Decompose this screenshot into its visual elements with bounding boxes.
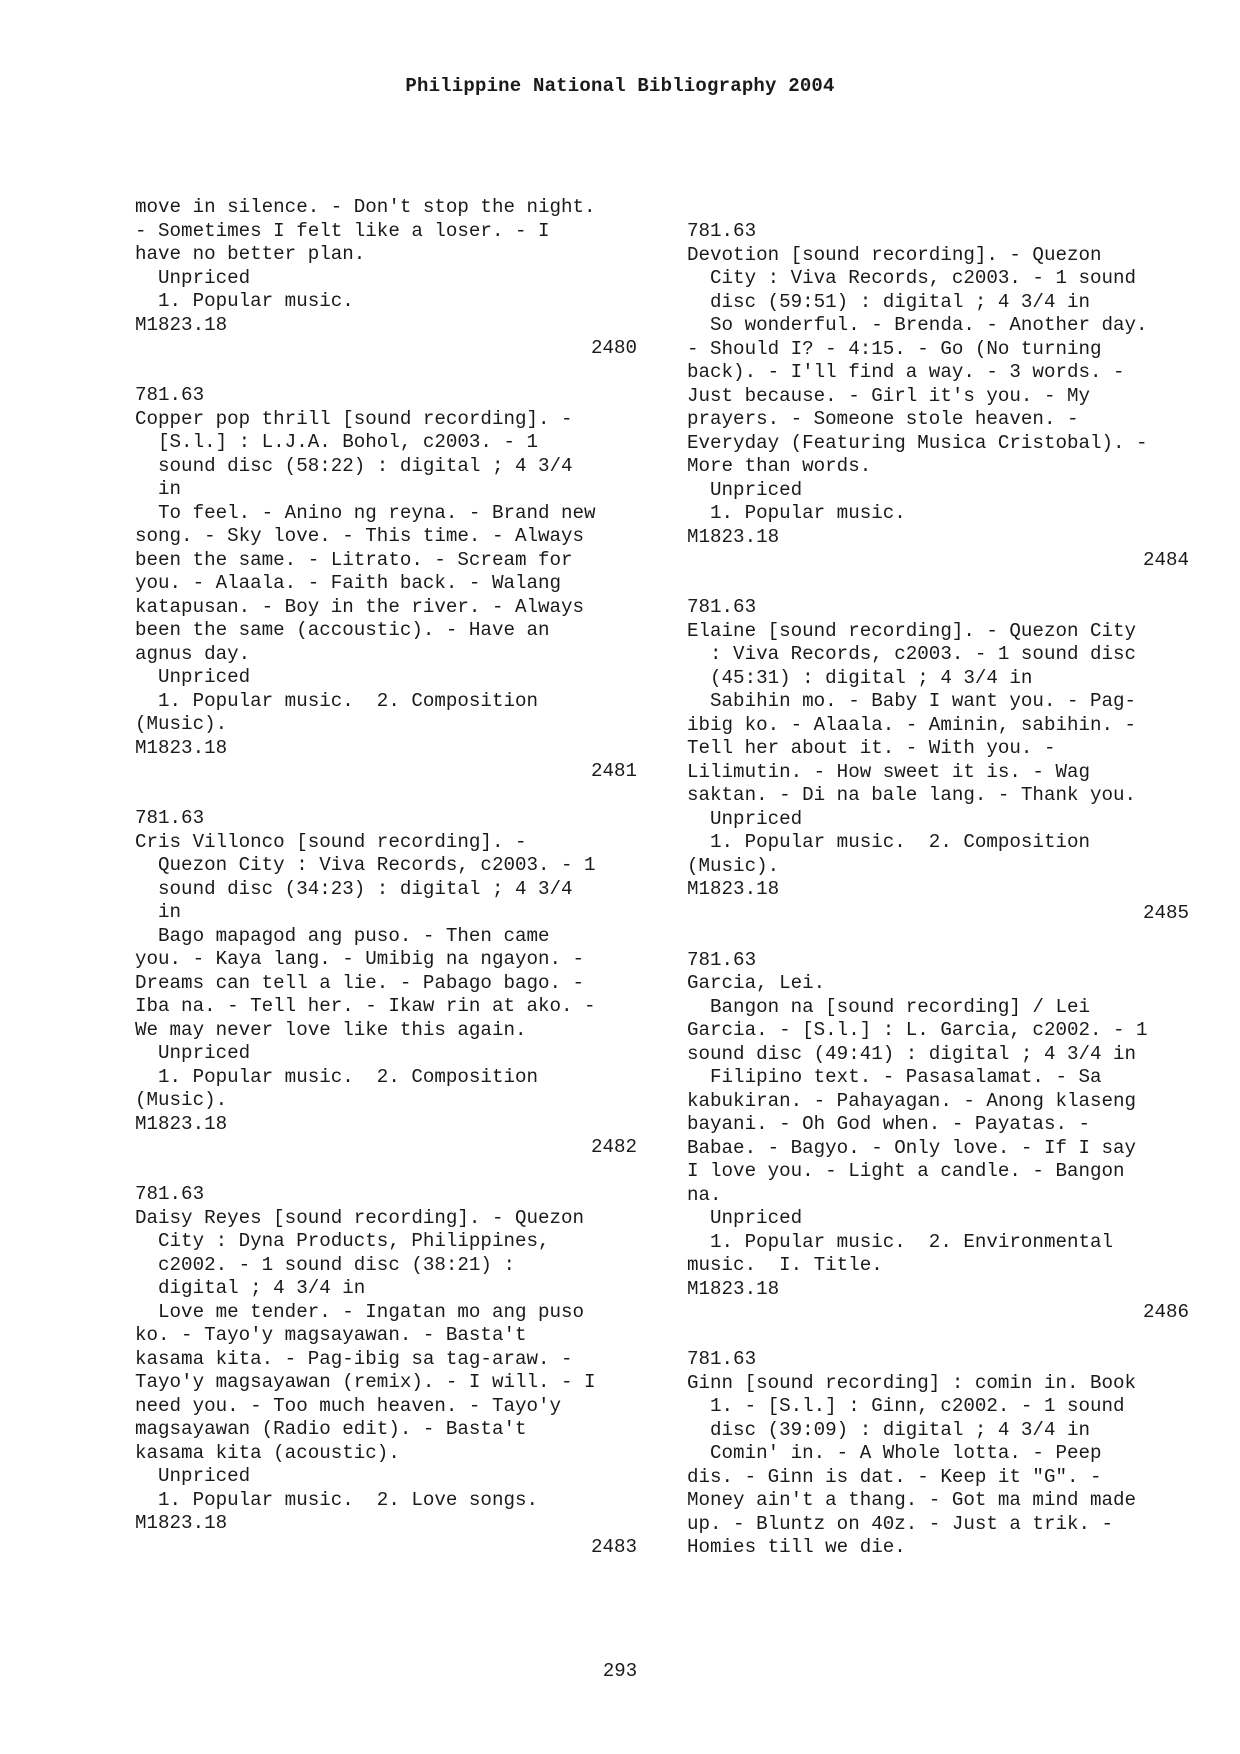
- entry-line: Unpriced: [135, 1042, 251, 1064]
- entry-line: sound disc (34:23) : digital ; 4 3/4: [135, 877, 573, 900]
- entry-line: M1823.18: [135, 313, 228, 336]
- entry-number: 2484: [1142, 549, 1189, 571]
- entry-number: 2485: [1142, 901, 1189, 924]
- entry-line: Money ain't a thang. - Got ma mind made: [687, 1489, 1137, 1511]
- entry-line: (45:31) : digital ; 4 3/4 in: [687, 666, 1033, 689]
- entry-line: 781.63: [135, 384, 205, 406]
- entry-line: Cris Villonco [sound recording]. -: [135, 830, 527, 853]
- entry-number: 2480: [590, 337, 637, 359]
- entry-spacer: [135, 1160, 645, 1184]
- entry-line: sound disc (58:22) : digital ; 4 3/4: [135, 454, 573, 477]
- entry-line: 1. Popular music.: [135, 290, 354, 312]
- entry-line: 1. Popular music. 2. Composition: [135, 1065, 539, 1088]
- entry-line: (Music).: [135, 713, 228, 735]
- entry-line: To feel. - Anino ng reyna. - Brand new: [135, 501, 596, 524]
- entry-line: prayers. - Someone stole heaven. -: [687, 408, 1079, 430]
- entry-line: disc (59:51) : digital ; 4 3/4 in: [687, 290, 1091, 313]
- entry-line: - Should I? - 4:15. - Go (No turning: [687, 337, 1102, 360]
- entry-line: Elaine [sound recording]. - Quezon City: [687, 619, 1137, 642]
- entry-line: you. - Kaya lang. - Umibig na ngayon. -: [135, 948, 585, 970]
- entry-line: M1823.18: [135, 1112, 228, 1135]
- entry-line: katapusan. - Boy in the river. - Always: [135, 595, 585, 618]
- entry-line: up. - Bluntz on 40z. - Just a trik. -: [687, 1512, 1114, 1535]
- entry-line: back). - I'll find a way. - 3 words. -: [687, 361, 1125, 383]
- entry-line: Tayo'y magsayawan (remix). - I will. - I: [135, 1371, 596, 1393]
- entry-line: City : Dyna Products, Philippines,: [135, 1230, 550, 1252]
- entry-line: agnus day.: [135, 642, 251, 665]
- entry-spacer: [135, 784, 645, 808]
- entry-line: Unpriced: [135, 1465, 251, 1487]
- entry-spacer: [687, 573, 1197, 597]
- entry-line: 1. Popular music. 2. Composition: [687, 831, 1091, 853]
- entry-number: 2481: [590, 760, 637, 782]
- entry-line: Unpriced: [135, 266, 251, 289]
- entry-line: bayani. - Oh God when. - Payatas. -: [687, 1113, 1091, 1135]
- entry-line: Dreams can tell a lie. - Pabago bago. -: [135, 971, 585, 994]
- entry-line: 1. Popular music.: [687, 502, 906, 524]
- entry-line: 1. - [S.l.] : Ginn, c2002. - 1 sound: [687, 1395, 1125, 1417]
- entry-line: Iba na. - Tell her. - Ikaw rin at ako. -: [135, 995, 596, 1017]
- entry-line: Lilimutin. - How sweet it is. - Wag: [687, 760, 1091, 783]
- entry-line: More than words.: [687, 455, 872, 477]
- entry-line: saktan. - Di na bale lang. - Thank you.: [687, 784, 1137, 806]
- entry-line: Bago mapagod ang puso. - Then came: [135, 924, 550, 947]
- entry-line: dis. - Ginn is dat. - Keep it "G". -: [687, 1465, 1102, 1488]
- entry-line: I love you. - Light a candle. - Bangon: [687, 1160, 1125, 1182]
- entry-line: Tell her about it. - With you. -: [687, 737, 1056, 759]
- entry-line: Love me tender. - Ingatan mo ang puso: [135, 1300, 585, 1323]
- entry-number: 2482: [590, 1136, 637, 1158]
- entry-line: in: [135, 901, 182, 923]
- entry-line: Filipino text. - Pasasalamat. - Sa: [687, 1066, 1102, 1088]
- entry-line: Homies till we die.: [687, 1536, 906, 1558]
- entry-line: 781.63: [687, 220, 757, 242]
- entry-line: (Music).: [687, 854, 780, 877]
- entry-line: Unpriced: [687, 1207, 803, 1229]
- entry-line: So wonderful. - Brenda. - Another day.: [687, 314, 1148, 336]
- entry-line: Garcia, Lei.: [687, 972, 826, 994]
- entry-line: Unpriced: [687, 807, 803, 830]
- entry-line: ko. - Tayo'y magsayawan. - Basta't: [135, 1324, 527, 1346]
- entry-line: move in silence. - Don't stop the night.: [135, 196, 596, 218]
- right-column: [687, 220, 1197, 1560]
- entry-line: song. - Sky love. - This time. - Always: [135, 525, 585, 547]
- entry-line: Garcia. - [S.l.] : L. Garcia, c2002. - 1: [687, 1019, 1148, 1041]
- entry-number: 2486: [1142, 1301, 1189, 1323]
- entry-line: Unpriced: [135, 666, 251, 688]
- entry-line: Everyday (Featuring Musica Cristobal). -: [687, 431, 1148, 454]
- entry-line: We may never love like this again.: [135, 1018, 527, 1041]
- entry-line: kasama kita. - Pag-ibig sa tag-araw. -: [135, 1347, 573, 1370]
- entry-line: Quezon City : Viva Records, c2003. - 1: [135, 854, 596, 876]
- entry-line: : Viva Records, c2003. - 1 sound disc: [687, 643, 1137, 665]
- entry-line: Copper pop thrill [sound recording]. -: [135, 407, 573, 430]
- entry-line: kasama kita (acoustic).: [135, 1441, 400, 1464]
- entry-line: sound disc (49:41) : digital ; 4 3/4 in: [687, 1042, 1137, 1065]
- entry-spacer: [135, 361, 645, 385]
- entry-line: Daisy Reyes [sound recording]. - Quezon: [135, 1206, 585, 1229]
- entry-spacer: [687, 925, 1197, 949]
- entry-line: music. I. Title.: [687, 1254, 883, 1276]
- entry-line: Comin' in. - A Whole lotta. - Peep: [687, 1442, 1102, 1464]
- entry-line: M1823.18: [687, 1277, 780, 1300]
- entry-line: Sabihin mo. - Baby I want you. - Pag-: [687, 690, 1137, 712]
- entry-line: disc (39:09) : digital ; 4 3/4 in: [687, 1418, 1091, 1441]
- entry-line: Babae. - Bagyo. - Only love. - If I say: [687, 1136, 1137, 1159]
- entry-number: 2483: [590, 1535, 637, 1558]
- entry-line: Devotion [sound recording]. - Quezon: [687, 243, 1102, 266]
- left-column: [135, 196, 645, 1559]
- entry-line: 1. Popular music. 2. Composition: [135, 689, 539, 712]
- entry-line: M1823.18: [687, 878, 780, 900]
- entry-line: Ginn [sound recording] : comin in. Book: [687, 1371, 1137, 1394]
- entry-line: have no better plan.: [135, 243, 366, 265]
- entry-line: na.: [687, 1183, 722, 1206]
- entry-line: 781.63: [135, 1183, 205, 1205]
- entry-line: been the same. - Litrato. - Scream for: [135, 548, 573, 571]
- entry-line: c2002. - 1 sound disc (38:21) :: [135, 1253, 515, 1276]
- entry-line: M1823.18: [135, 736, 228, 759]
- entry-line: been the same (accoustic). - Have an: [135, 619, 550, 641]
- entry-line: - Sometimes I felt like a loser. - I: [135, 219, 550, 242]
- entry-line: [S.l.] : L.J.A. Bohol, c2003. - 1: [135, 431, 539, 453]
- entry-line: in: [135, 478, 182, 500]
- entry-line: kabukiran. - Pahayagan. - Anong klaseng: [687, 1089, 1137, 1112]
- entry-line: 781.63: [135, 807, 205, 829]
- entry-line: City : Viva Records, c2003. - 1 sound: [687, 267, 1137, 289]
- entry-line: ibig ko. - Alaala. - Aminin, sabihin. -: [687, 713, 1137, 736]
- entry-line: 781.63: [687, 596, 757, 618]
- entry-line: you. - Alaala. - Faith back. - Walang: [135, 572, 562, 594]
- page-number: 293: [602, 1660, 638, 1682]
- entry-line: Just because. - Girl it's you. - My: [687, 384, 1091, 407]
- entry-line: 1. Popular music. 2. Environmental: [687, 1230, 1114, 1253]
- entry-line: M1823.18: [135, 1512, 228, 1534]
- page-title: Philippine National Bibliography 2004: [405, 75, 835, 97]
- entry-line: Unpriced: [687, 478, 803, 501]
- entry-line: 781.63: [687, 1348, 757, 1370]
- entry-spacer: [687, 1325, 1197, 1349]
- entry-line: 781.63: [687, 948, 757, 971]
- entry-line: digital ; 4 3/4 in: [135, 1277, 366, 1299]
- entry-line: (Music).: [135, 1089, 228, 1111]
- entry-line: 1. Popular music. 2. Love songs.: [135, 1488, 539, 1511]
- entry-line: magsayawan (Radio edit). - Basta't: [135, 1418, 527, 1440]
- entry-line: Bangon na [sound recording] / Lei: [687, 995, 1091, 1018]
- entry-line: need you. - Too much heaven. - Tayo'y: [135, 1394, 562, 1417]
- entry-line: M1823.18: [687, 525, 780, 548]
